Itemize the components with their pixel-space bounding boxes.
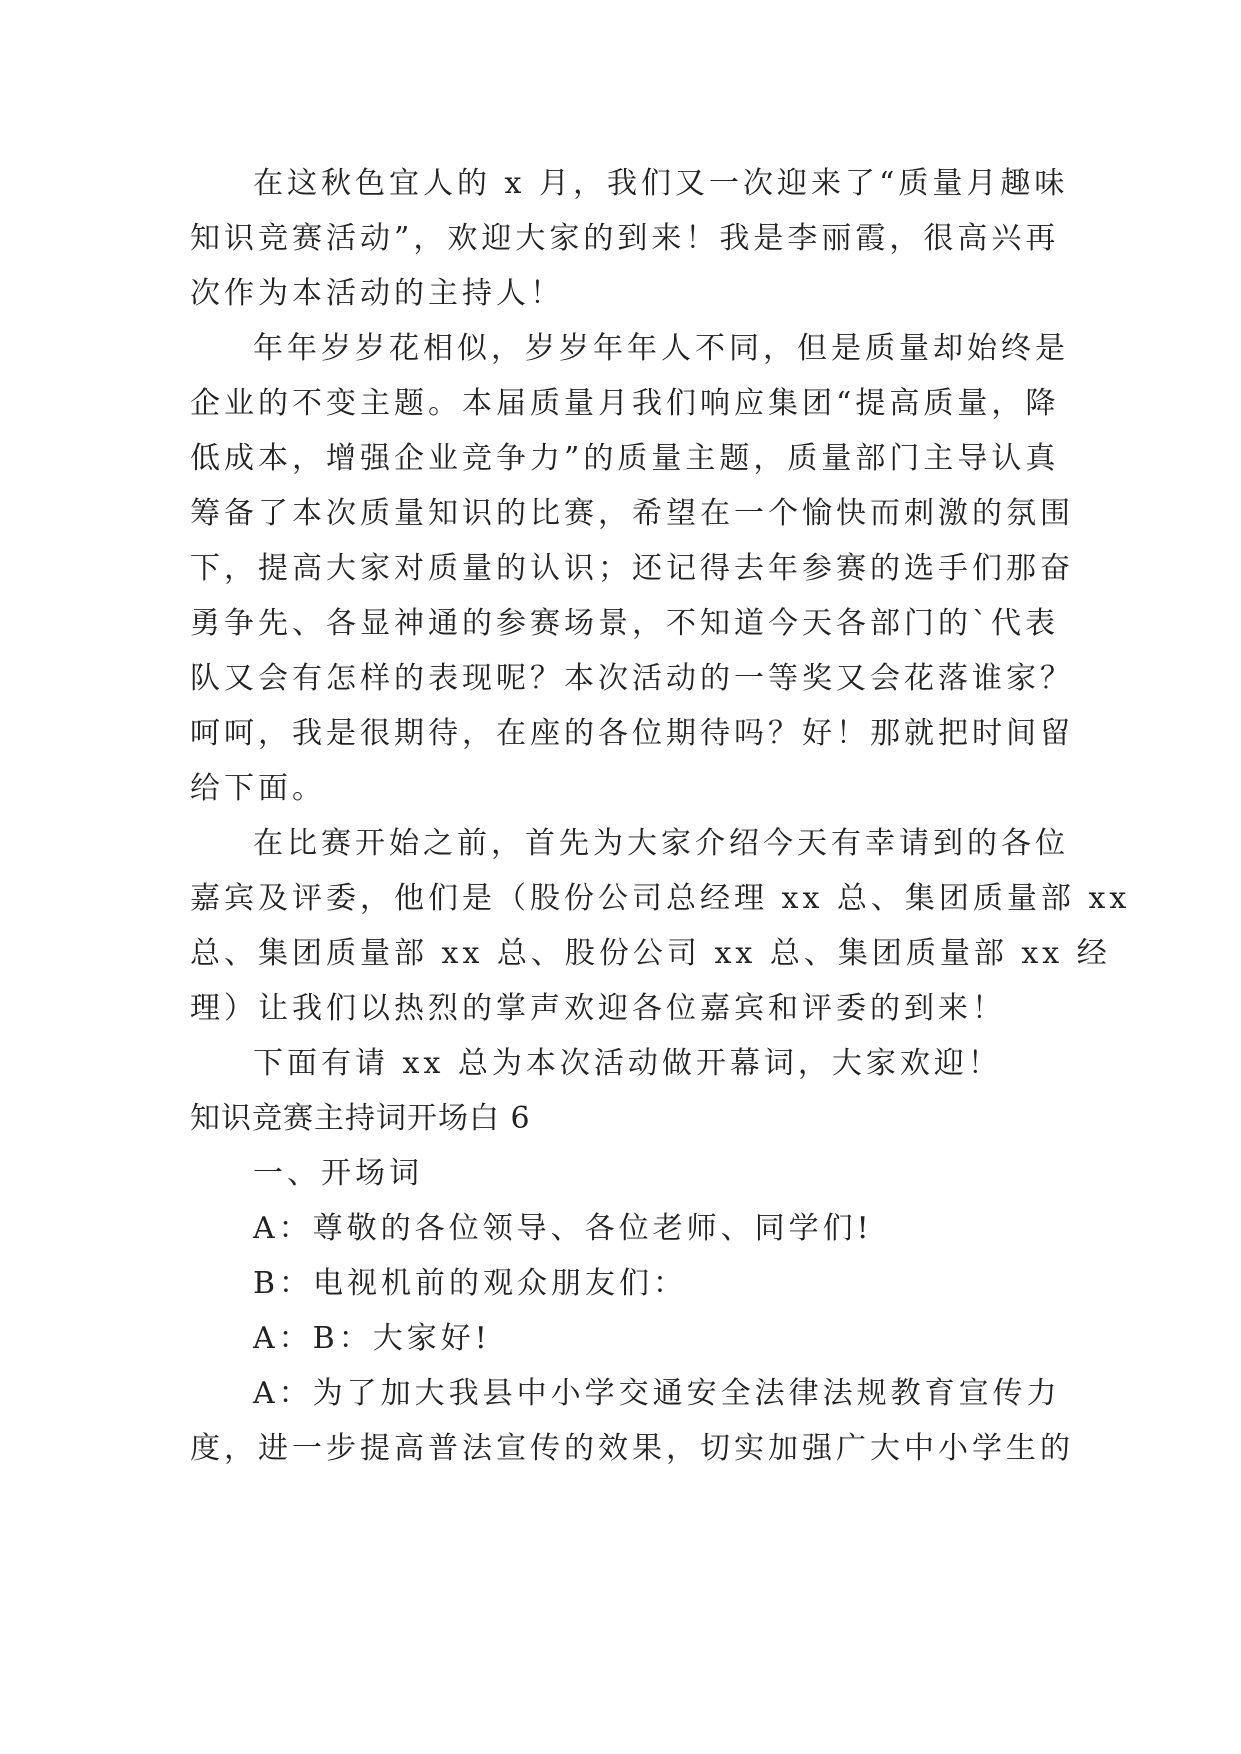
text-line: 队又会有怎样的表现呢？本次活动的一等奖又会花落谁家？	[190, 661, 1074, 696]
text-line: 在比赛开始之前，首先为大家介绍今天有幸请到的各位	[253, 826, 1069, 861]
text-line: 给下面。	[190, 771, 326, 806]
text-line: 嘉宾及评委，他们是（股份公司总经理 xx 总、集团质量部 xx	[190, 881, 1131, 916]
text-line: 呵呵，我是很期待，在座的各位期待吗？好！那就把时间留	[190, 716, 1074, 751]
text-line: 企业的不变主题。本届质量月我们响应集团“提高质量，降	[190, 386, 1060, 421]
text-line: 低成本，增强企业竞争力”的质量主题，质量部门主导认真	[190, 441, 1060, 476]
text-line: B：电视机前的观众朋友们：	[253, 1266, 688, 1301]
text-line: 下，提高大家对质量的认识；还记得去年参赛的选手们那奋	[190, 551, 1074, 586]
text-line: 知识竞赛活动”，欢迎大家的到来！我是李丽霞，很高兴再	[190, 221, 1060, 256]
text-line: 总、集团质量部 xx 总、股份公司 xx 总、集团质量部 xx 经	[190, 936, 1111, 971]
text-line: 下面有请 xx 总为本次活动做开幕词，大家欢迎！	[253, 1046, 1002, 1081]
text-line: 次作为本活动的主持人！	[190, 276, 564, 311]
text-line: A：B：大家好!	[253, 1321, 491, 1356]
text-line: 在这秋色宜人的 x 月，我们又一次迎来了“质量月趣味	[253, 166, 1069, 201]
text-line: A：尊敬的各位领导、各位老师、同学们!	[253, 1211, 873, 1246]
text-line: 理）让我们以热烈的掌声欢迎各位嘉宾和评委的到来！	[190, 991, 1006, 1026]
section-title: 知识竞赛主持词开场白 6	[190, 1101, 531, 1136]
text-line: 年年岁岁花相似，岁岁年年人不同，但是质量却始终是	[253, 331, 1069, 366]
text-line: 筹备了本次质量知识的比赛，希望在一个愉快而刺激的氛围	[190, 496, 1074, 531]
text-line: 度，进一步提高普法宣传的效果，切实加强广大中小学生的	[190, 1431, 1074, 1466]
text-line: A：为了加大我县中小学交通安全法律法规教育宣传力	[253, 1376, 1061, 1411]
text-line: 勇争先、各显神通的参赛场景，不知道今天各部门的`代表	[190, 606, 1059, 641]
text-line: 一、开场词	[253, 1156, 423, 1191]
